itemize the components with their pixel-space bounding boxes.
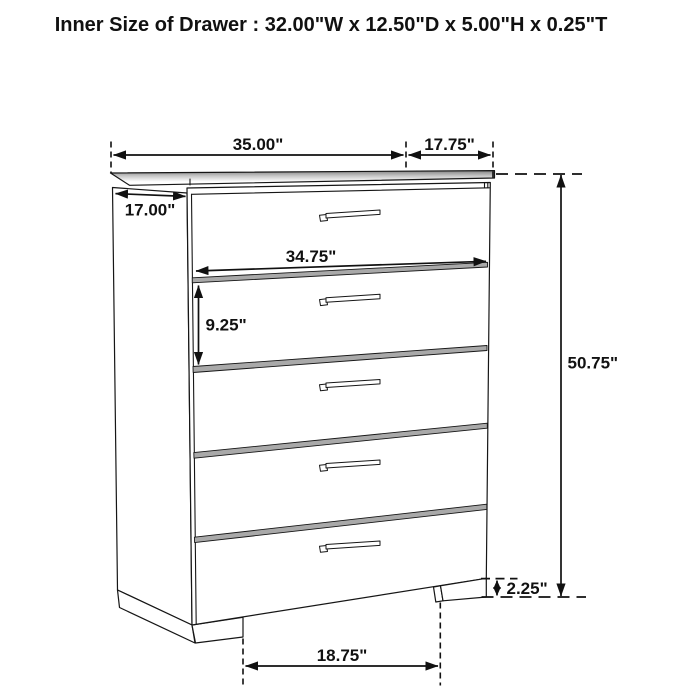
chest-drawing — [111, 171, 495, 643]
dim-base-height — [481, 579, 548, 598]
dim-overall-height — [482, 174, 619, 597]
dim-top-width — [111, 135, 406, 173]
dim-leg-span-label: 18.75" — [316, 646, 368, 665]
dim-base-height-label: 2.25" — [506, 579, 548, 598]
dim-top-overhang-label: 17.75" — [424, 135, 475, 154]
dim-drawer-height-label: 9.25" — [205, 315, 247, 335]
dim-leg-span — [243, 603, 440, 686]
chest-side-panel — [113, 188, 193, 626]
dim-overall-height-label: 50.75" — [567, 353, 619, 373]
diagram-title: Inner Size of Drawer : 32.00"W x 12.50"D x 5.00"H x 0.25"T — [54, 14, 608, 36]
dim-top-width-label: 35.00" — [232, 135, 284, 154]
dim-top-depth-label: 17.00" — [124, 200, 176, 220]
dim-drawer-width-label: 34.75" — [285, 247, 337, 266]
chest-front-face — [187, 183, 490, 626]
